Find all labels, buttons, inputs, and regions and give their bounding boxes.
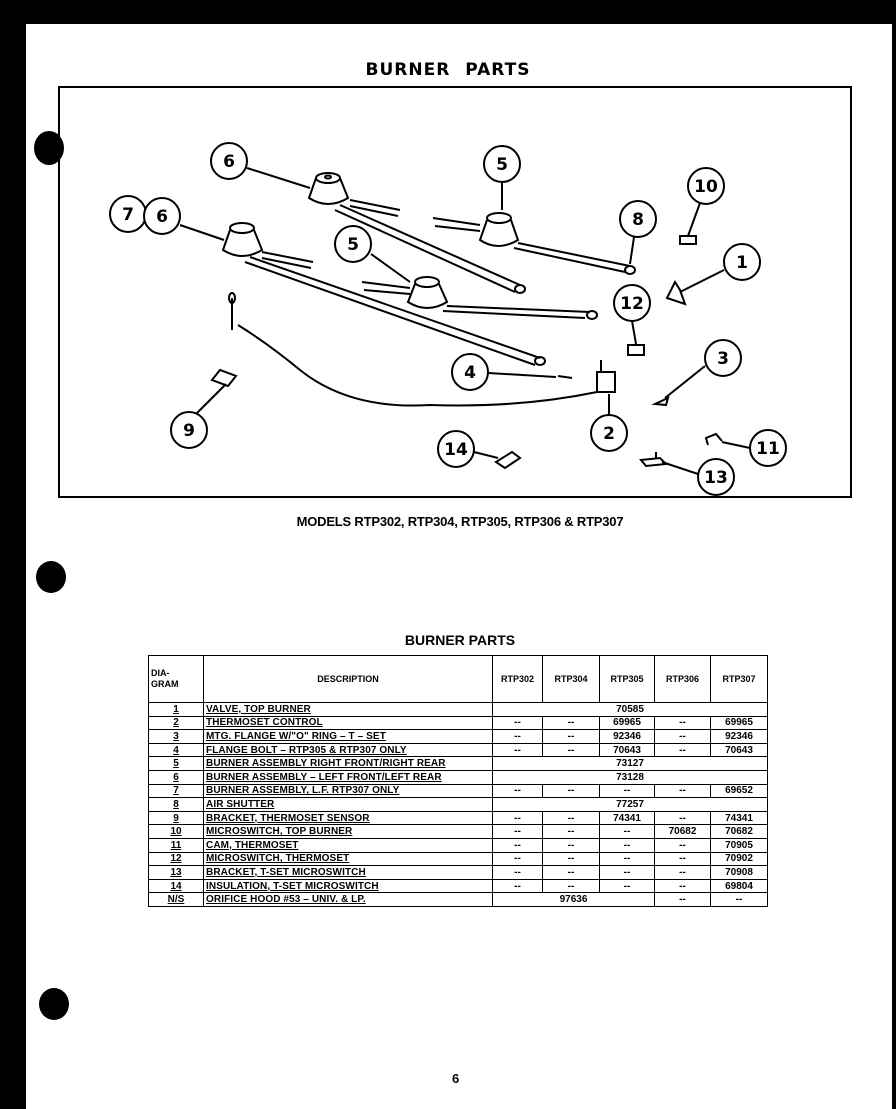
header-description: DESCRIPTION: [204, 656, 493, 703]
callout-8: [620, 201, 656, 237]
diagram-number-cell: 2: [149, 716, 204, 730]
diagram-number-cell: 9: [149, 811, 204, 825]
svg-text:13: 13: [704, 468, 728, 488]
header-rtp302: RTP302: [493, 656, 543, 703]
table-row: [149, 770, 768, 784]
diagram-number-cell: 7: [149, 784, 204, 798]
header-rtp305: RTP305: [600, 656, 655, 703]
callout-1: [724, 244, 760, 280]
description-cell: CAM, THERMOSET: [204, 838, 493, 852]
diagram-number-cell: 3: [149, 730, 204, 744]
part-number-cell: 70682: [711, 825, 768, 839]
header-diagram: DIA- GRAM: [149, 656, 204, 703]
description-cell: FLANGE BOLT – RTP305 & RTP307 ONLY: [204, 743, 493, 757]
description-cell: BURNER ASSEMBLY RIGHT FRONT/RIGHT REAR: [204, 757, 493, 771]
part-number-cell: --: [493, 784, 543, 798]
diagram-number-cell: 12: [149, 852, 204, 866]
part-number-cell: 74341: [600, 811, 655, 825]
diagram-number-cell: 5: [149, 757, 204, 771]
callout-3: [705, 340, 741, 376]
burner-icon: [223, 223, 545, 365]
description-cell: VALVE, TOP BURNER: [204, 703, 493, 717]
callout-4: [452, 354, 488, 390]
svg-text:4: 4: [464, 363, 476, 383]
part-number-cell: 70682: [655, 825, 711, 839]
part-number-cell: --: [493, 743, 543, 757]
part-number-cell: 69652: [711, 784, 768, 798]
table-header-row: [149, 656, 768, 703]
diagram-number-cell: 1: [149, 703, 204, 717]
callout-14: [438, 431, 474, 467]
part-number-cell: --: [600, 879, 655, 893]
part-number-cell: 69804: [711, 879, 768, 893]
header-rtp306: RTP306: [655, 656, 711, 703]
diagram-number-cell: 13: [149, 866, 204, 880]
part-number-cell: --: [493, 716, 543, 730]
svg-text:5: 5: [347, 235, 359, 255]
description-cell: THERMOSET CONTROL: [204, 716, 493, 730]
svg-text:6: 6: [156, 207, 168, 227]
table-row: [149, 743, 768, 757]
description-cell: MICROSWITCH, TOP BURNER: [204, 825, 493, 839]
header-rtp304: RTP304: [543, 656, 600, 703]
svg-text:5: 5: [496, 155, 508, 175]
table-row: [149, 825, 768, 839]
diagram-number-cell: 14: [149, 879, 204, 893]
description-cell: MICROSWITCH, THERMOSET: [204, 852, 493, 866]
models-caption: MODELS RTP302, RTP304, RTP305, RTP306 & RTP307: [296, 514, 624, 529]
diagram-number-cell: 10: [149, 825, 204, 839]
description-cell: MTG. FLANGE W/"O" RING – T – SET: [204, 730, 493, 744]
svg-text:9: 9: [183, 421, 195, 441]
description-cell: BURNER ASSEMBLY – LEFT FRONT/LEFT REAR: [204, 770, 493, 784]
diagram-number-cell: 4: [149, 743, 204, 757]
part-number-cell: 70902: [711, 852, 768, 866]
part-number-cell: --: [543, 716, 600, 730]
part-number-cell: --: [493, 852, 543, 866]
callout-2: [591, 415, 627, 451]
part-number-cell: --: [600, 825, 655, 839]
parts-table: [148, 655, 768, 907]
part-number-cell: --: [543, 838, 600, 852]
part-number-cell: --: [655, 730, 711, 744]
table-row: [149, 703, 768, 717]
table-row: [149, 798, 768, 812]
part-number-cell: --: [655, 784, 711, 798]
diagram-number-cell: 8: [149, 798, 204, 812]
part-number-cell: --: [655, 866, 711, 880]
svg-text:3: 3: [717, 349, 729, 369]
description-cell: BURNER ASSEMBLY, L.F. RTP307 ONLY: [204, 784, 493, 798]
part-number-cell: --: [543, 866, 600, 880]
table-row: [149, 893, 768, 907]
part-number-cell: --: [655, 743, 711, 757]
part-number-cell: 77257: [493, 798, 768, 812]
description-cell: BRACKET, T-SET MICROSWITCH: [204, 866, 493, 880]
svg-text:2: 2: [603, 424, 615, 444]
table-row: [149, 730, 768, 744]
part-number-cell: 73127: [493, 757, 768, 771]
part-number-cell: 92346: [600, 730, 655, 744]
page-title: BURNER PARTS: [365, 60, 531, 80]
part-number-cell: --: [655, 716, 711, 730]
part-number-cell: 73128: [493, 770, 768, 784]
header-rtp307: RTP307: [711, 656, 768, 703]
table-row: [149, 852, 768, 866]
binder-hole-middle: [36, 561, 66, 593]
svg-text:10: 10: [694, 177, 718, 197]
part-number-cell: --: [655, 879, 711, 893]
part-number-cell: 69965: [711, 716, 768, 730]
description-cell: AIR SHUTTER: [204, 798, 493, 812]
callout-6-rear: [211, 143, 247, 179]
part-number-cell: --: [493, 879, 543, 893]
table-row: [149, 838, 768, 852]
part-number-cell: --: [600, 784, 655, 798]
part-number-cell: 92346: [711, 730, 768, 744]
diagram-number-cell: N/S: [149, 893, 204, 907]
svg-text:7: 7: [122, 205, 134, 225]
part-number-cell: --: [655, 838, 711, 852]
table-row: [149, 716, 768, 730]
callout-6-front: [144, 198, 180, 234]
part-number-cell: 70585: [493, 703, 768, 717]
diagram-number-cell: 6: [149, 770, 204, 784]
part-number-cell: 70643: [600, 743, 655, 757]
table-row: [149, 811, 768, 825]
callout-9: [171, 412, 207, 448]
table-row: [149, 879, 768, 893]
part-number-cell: --: [493, 866, 543, 880]
part-number-cell: --: [543, 730, 600, 744]
part-number-cell: --: [711, 893, 768, 907]
callout-5-rear: [484, 146, 520, 182]
description-cell: INSULATION, T-SET MICROSWITCH: [204, 879, 493, 893]
svg-text:8: 8: [632, 210, 644, 230]
part-number-cell: --: [543, 852, 600, 866]
part-number-cell: --: [543, 879, 600, 893]
callout-5-front: [335, 226, 371, 262]
part-number-cell: --: [493, 730, 543, 744]
part-number-cell: --: [655, 852, 711, 866]
svg-text:6: 6: [223, 152, 235, 172]
part-number-cell: --: [543, 811, 600, 825]
table-row: [149, 784, 768, 798]
svg-text:12: 12: [620, 294, 644, 314]
part-number-cell: --: [543, 825, 600, 839]
part-number-cell: --: [543, 743, 600, 757]
description-cell: ORIFICE HOOD #53 – UNIV. & LP.: [204, 893, 493, 907]
callout-12: [614, 285, 650, 321]
part-number-cell: --: [600, 852, 655, 866]
part-number-cell: --: [493, 811, 543, 825]
part-number-cell: --: [493, 838, 543, 852]
part-number-cell: 97636: [493, 893, 655, 907]
burner-icon: [433, 213, 635, 274]
diagram-number-cell: 11: [149, 838, 204, 852]
callout-10: [688, 168, 724, 204]
table-row: [149, 757, 768, 771]
parts-illustration: [0, 0, 896, 520]
description-cell: BRACKET, THERMOSET SENSOR: [204, 811, 493, 825]
part-number-cell: --: [600, 838, 655, 852]
table-row: [149, 866, 768, 880]
part-number-cell: 74341: [711, 811, 768, 825]
svg-text:14: 14: [444, 440, 468, 460]
part-number-cell: --: [655, 893, 711, 907]
callout-11: [750, 430, 786, 466]
part-number-cell: --: [655, 811, 711, 825]
binder-hole-bottom: [39, 988, 69, 1020]
part-number-cell: 69965: [600, 716, 655, 730]
part-number-cell: --: [600, 866, 655, 880]
table-title: BURNER PARTS: [404, 632, 516, 648]
page-number: 6: [452, 1071, 460, 1086]
part-number-cell: 70643: [711, 743, 768, 757]
diagram-callouts: [110, 143, 786, 495]
svg-text:11: 11: [756, 439, 780, 459]
callout-13: [698, 459, 734, 495]
burner-icon: [362, 277, 597, 319]
part-number-cell: 70905: [711, 838, 768, 852]
callout-7: [110, 196, 146, 232]
part-number-cell: --: [493, 825, 543, 839]
svg-text:1: 1: [736, 253, 748, 273]
part-number-cell: --: [543, 784, 600, 798]
part-number-cell: 70908: [711, 866, 768, 880]
